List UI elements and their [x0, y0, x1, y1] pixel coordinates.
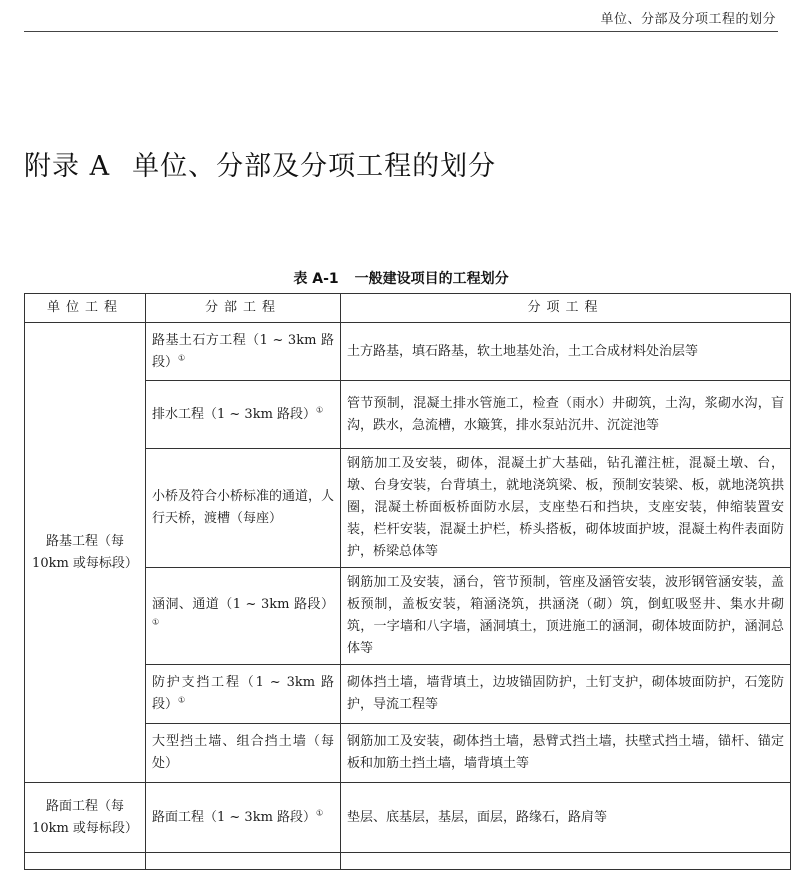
table-header-row: [25, 294, 791, 323]
item-cell: 砌体挡土墙，墙背填土，边坡锚固防护，土钉支护，砌体坡面防护，石笼防护，导流工程等: [341, 665, 791, 724]
part-cell: [146, 449, 341, 568]
part-label: 路面工程（1 ~ 3km 路段）: [152, 809, 317, 825]
item-cell: 土方路基，填石路基，软土地基处治，土工合成材料处治层等: [341, 323, 791, 381]
part-cell: [146, 665, 341, 724]
part-cell: [146, 783, 341, 853]
part-label: 排水工程（1 ~ 3km 路段）: [152, 406, 317, 422]
part-label: 路基土石方工程（1 ~ 3km 路段）: [152, 332, 334, 370]
footnote-mark: ①: [178, 353, 186, 363]
item-cell: 管节预制，混凝土排水管施工，检查（雨水）井砌筑，土沟，浆砌水沟，盲沟，跌水，急流槽，水簸箕，排水泵站沉井、沉淀池等: [341, 381, 791, 449]
footnote-mark: ①: [316, 405, 324, 415]
continuation-cell: [146, 853, 341, 870]
unit-cell: 路基工程（每10km 或每标段）: [25, 323, 146, 783]
part-cell: [146, 568, 341, 665]
header-unit-cell: 单位工程: [25, 294, 146, 323]
table-number: 表 A-1: [293, 271, 339, 287]
item-cell: 钢筋加工及安装，砌体，混凝土扩大基础，钻孔灌注桩，混凝土墩、台，墩、台身安装，台背填土，就地浇筑梁、板，预制安装梁、板，就地浇筑拱圈，混凝土桥面板桥面防水层，支座垫石和挡块，支座安装，伸缩装置安装，栏杆安装，混凝土护栏，桥头搭板，砌体坡面护坡，混凝土构件表面防护，桥梁总体等: [341, 449, 791, 568]
table-row: [25, 323, 791, 381]
continuation-cell: [341, 853, 791, 870]
item-cell: 钢筋加工及安装，涵台，管节预制，管座及涵管安装，波形钢管涵安装，盖板预制，盖板安装，箱涵浇筑，拱涵浇（砌）筑，倒虹吸竖井、集水井砌筑，一字墙和八字墙，涵洞填土，顶进施工的涵洞，砌体坡面防护，涵洞总体等: [341, 568, 791, 665]
part-label: 大型挡土墙、组合挡土墙（每处）: [152, 734, 334, 771]
item-cell: 钢筋加工及安装，砌体挡土墙，悬臂式挡土墙，扶壁式挡土墙，锚杆、锚定板和加筋土挡土墙，墙背填土等: [341, 724, 791, 783]
header-item-cell: 分项工程: [341, 294, 791, 323]
table-body: [25, 323, 791, 870]
item-cell: 垫层、底基层，基层，面层，路缘石，路肩等: [341, 783, 791, 853]
part-label: 小桥及符合小桥标准的通道，人行天桥，渡槽（每座）: [152, 489, 335, 526]
part-cell: [146, 724, 341, 783]
appendix-label: 附录 A: [24, 151, 111, 182]
footnote-mark: ①: [316, 808, 324, 818]
table-continuation-row: [25, 853, 791, 870]
footnote-mark: ①: [178, 695, 186, 705]
table-caption: [0, 268, 802, 288]
division-table: [24, 293, 791, 870]
header-rule: [24, 31, 778, 32]
appendix-title-text: 单位、分部及分项工程的划分: [132, 151, 497, 182]
table-row: [25, 783, 791, 853]
unit-cell: 路面工程（每10km 或每标段）: [25, 783, 146, 853]
appendix-title: [24, 144, 496, 183]
header-part-cell: 分部工程: [146, 294, 341, 323]
running-header: 单位、分部及分项工程的划分: [600, 12, 776, 27]
part-cell: [146, 323, 341, 381]
footnote-mark: ①: [152, 617, 160, 627]
table-title: 一般建设项目的工程划分: [354, 271, 509, 287]
part-cell: [146, 381, 341, 449]
continuation-cell: [25, 853, 146, 870]
part-label: 涵洞、通道（1 ~ 3km 路段）: [152, 597, 334, 612]
part-label: 防护支挡工程（1 ~ 3km 路段）: [152, 675, 334, 712]
